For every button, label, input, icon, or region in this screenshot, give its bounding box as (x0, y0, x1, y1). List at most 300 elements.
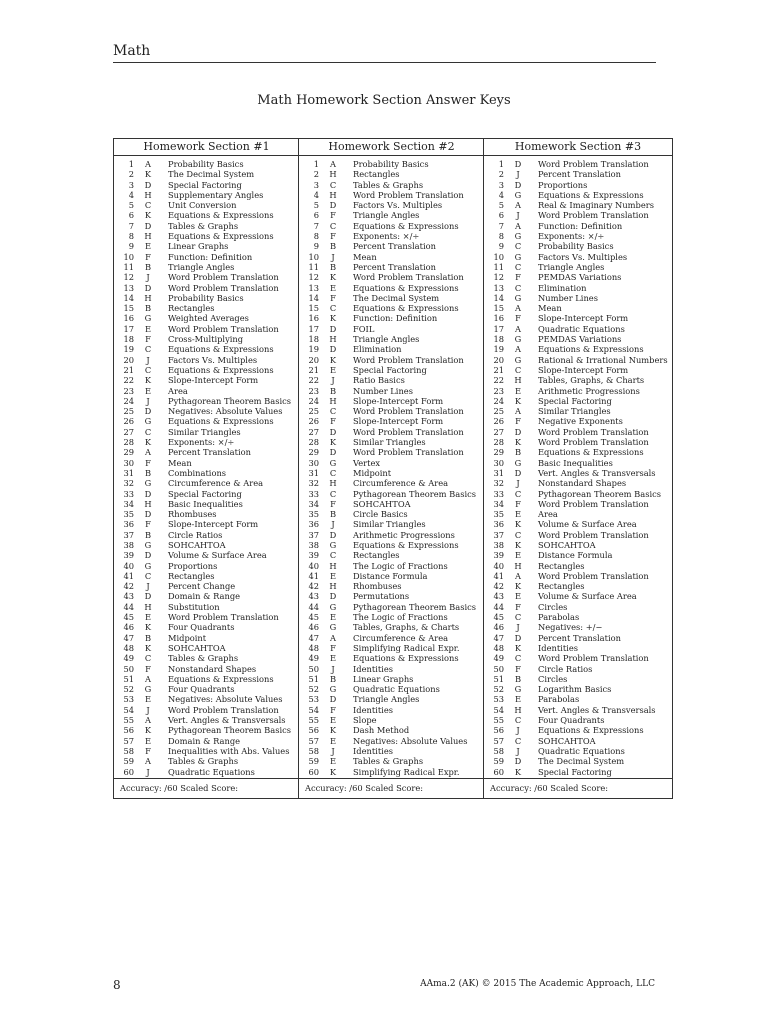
answer-row (484, 334, 672, 344)
answer-letter: K (514, 437, 522, 448)
topic-label: Rectangles (353, 550, 400, 561)
question-number: 35 (308, 509, 319, 520)
topic-label: Nonstandard Shapes (538, 478, 627, 489)
topic-label: Equations & Expressions (538, 725, 644, 736)
answer-letter: G (514, 334, 522, 345)
topic-label: Four Quadrants (168, 622, 235, 633)
answer-row (484, 591, 672, 601)
answer-row (299, 437, 484, 447)
answer-letter: F (330, 498, 336, 509)
answer-row (114, 622, 299, 632)
topic-label: Percent Translation (168, 447, 251, 458)
topic-label: Tables & Graphs (168, 220, 239, 231)
answer-letter: A (145, 756, 151, 767)
question-number: 21 (493, 364, 504, 375)
topic-label: Identities (353, 745, 393, 756)
answer-row (299, 509, 484, 519)
answer-letter: B (144, 467, 152, 478)
answer-letter: E (514, 509, 522, 520)
question-number: 57 (308, 735, 319, 746)
topic-label: Weighted Averages (168, 313, 249, 324)
answer-letter: A (145, 447, 151, 458)
answer-row (114, 643, 299, 653)
question-number: 3 (128, 179, 134, 190)
question-number: 10 (123, 251, 134, 262)
topic-label: The Decimal System (538, 756, 625, 767)
answer-letter: J (146, 354, 150, 365)
question-number: 29 (493, 447, 504, 458)
question-number: 13 (123, 282, 134, 293)
topic-label: SOHCAHTOA (538, 735, 596, 746)
answer-row (484, 519, 672, 529)
answer-letter: E (514, 550, 522, 561)
topic-label: Special Factoring (538, 395, 612, 406)
question-number: 24 (123, 395, 134, 406)
answer-letter: C (514, 735, 522, 746)
question-number: 4 (313, 189, 319, 200)
answer-letter: J (331, 251, 335, 262)
answer-letter: K (514, 581, 522, 592)
answer-row (114, 210, 299, 220)
question-number: 20 (308, 354, 319, 365)
topic-label: Area (538, 509, 558, 520)
answer-letter: F (330, 416, 336, 427)
answer-row (299, 386, 484, 396)
topic-label: Permutations (353, 591, 410, 602)
answer-letter: D (329, 447, 337, 458)
answer-letter: G (514, 354, 522, 365)
answer-letter: G (329, 457, 337, 468)
topic-label: Word Problem Translation (168, 323, 279, 334)
answer-row (299, 736, 484, 746)
question-number: 38 (493, 539, 504, 550)
question-number: 22 (123, 375, 134, 386)
answer-letter: C (514, 653, 522, 664)
question-number: 48 (308, 642, 319, 653)
answer-letter: D (514, 632, 522, 643)
topic-label: Identities (353, 704, 393, 715)
question-number: 5 (313, 200, 319, 211)
question-number: 19 (493, 344, 504, 355)
topic-label: Triangle Angles (168, 261, 235, 272)
answer-letter: D (144, 509, 152, 520)
question-number: 7 (313, 220, 319, 231)
answer-letter: A (145, 715, 151, 726)
answer-letter: C (514, 612, 522, 623)
topic-label: Vert. Angles & Transversals (168, 715, 286, 726)
question-number: 10 (308, 251, 319, 262)
answer-row (484, 684, 672, 694)
answer-letter: C (144, 653, 152, 664)
answer-letter: K (514, 539, 522, 550)
topic-label: Circles (538, 673, 568, 684)
topic-label: Similar Triangles (168, 426, 241, 437)
question-number: 5 (498, 200, 504, 211)
topic-label: PEMDAS Variations (538, 272, 622, 283)
answer-letter: K (144, 375, 152, 386)
answer-letter: D (144, 179, 152, 190)
homework-section-3 (484, 139, 672, 798)
answer-row (299, 705, 484, 715)
question-number: 51 (123, 673, 134, 684)
answer-row (299, 241, 484, 251)
answer-row (484, 437, 672, 447)
question-number: 50 (493, 663, 504, 674)
answer-row (299, 550, 484, 560)
topic-label: Similar Triangles (353, 519, 426, 530)
topic-label: Four Quadrants (168, 684, 235, 695)
answer-row (299, 458, 484, 468)
answer-row (484, 252, 672, 262)
question-number: 9 (313, 241, 319, 252)
question-number: 46 (123, 622, 134, 633)
answer-row (114, 633, 299, 643)
answer-row (114, 458, 299, 468)
topic-label: Word Problem Translation (168, 272, 279, 283)
answer-row (299, 252, 484, 262)
question-number: 35 (493, 509, 504, 520)
question-number: 12 (308, 272, 319, 283)
answer-letter: A (515, 323, 521, 334)
topic-label: Word Problem Translation (538, 159, 649, 169)
answer-letter: B (329, 509, 337, 520)
question-number: 48 (123, 642, 134, 653)
question-number: 37 (308, 529, 319, 540)
question-number: 45 (308, 612, 319, 623)
answer-letter: F (515, 601, 521, 612)
answer-letter: B (329, 261, 337, 272)
topic-label: Slope-Intercept Form (538, 364, 629, 375)
question-number: 42 (123, 581, 134, 592)
answer-letter: C (329, 179, 337, 190)
answer-row (114, 386, 299, 396)
answer-letter: K (144, 437, 152, 448)
answer-row (114, 489, 299, 499)
question-number: 34 (123, 498, 134, 509)
answer-row (299, 190, 484, 200)
topic-label: Slope-Intercept Form (538, 313, 629, 324)
topic-label: Word Problem Translation (538, 210, 649, 221)
topic-label: Circumference & Area (168, 478, 264, 489)
topic-label: Probability Basics (168, 159, 244, 169)
topic-label: Volume & Surface Area (538, 591, 637, 602)
answer-letter: K (329, 354, 337, 365)
question-number: 58 (308, 745, 319, 756)
question-number: 47 (123, 632, 134, 643)
answer-letter: F (330, 704, 336, 715)
question-number: 11 (308, 261, 319, 272)
topic-label: Nonstandard Shapes (168, 663, 257, 674)
answer-row (484, 725, 672, 735)
question-number: 21 (308, 364, 319, 375)
question-number: 17 (308, 323, 319, 334)
answer-row (299, 283, 484, 293)
question-number: 22 (493, 375, 504, 386)
question-number: 27 (493, 426, 504, 437)
answer-row (484, 550, 672, 560)
question-number: 42 (308, 581, 319, 592)
question-number: 46 (493, 622, 504, 633)
topic-label: Pythagorean Theorem Basics (538, 488, 662, 499)
answer-letter: D (329, 591, 337, 602)
answer-letter: A (515, 344, 521, 355)
question-number: 38 (308, 539, 319, 550)
answer-letter: B (144, 261, 152, 272)
topic-label: Slope-Intercept Form (168, 519, 259, 530)
answer-letter: C (144, 426, 152, 437)
answer-row (114, 262, 299, 272)
answer-row (484, 355, 672, 365)
answer-row (484, 715, 672, 725)
question-number: 48 (493, 642, 504, 653)
topic-label: The Decimal System (353, 292, 440, 303)
topic-label: Word Problem Translation (168, 704, 279, 715)
question-number: 23 (493, 385, 504, 396)
answer-letter: B (329, 673, 337, 684)
answer-row (484, 581, 672, 591)
answer-letter: G (144, 539, 152, 550)
topic-label: Rhombuses (353, 581, 402, 592)
question-number: 44 (123, 601, 134, 612)
question-number: 26 (123, 416, 134, 427)
answer-row (484, 756, 672, 766)
topic-label: The Logic of Fractions (353, 560, 448, 571)
answer-letter: C (329, 406, 337, 417)
question-number: 44 (308, 601, 319, 612)
answer-letter: H (144, 292, 152, 303)
answer-letter: D (329, 323, 337, 334)
topic-label: Ratio Basics (353, 375, 405, 386)
topic-label: Percent Translation (538, 632, 621, 643)
answer-letter: D (514, 159, 522, 169)
topic-label: Probability Basics (353, 159, 429, 169)
question-number: 45 (493, 612, 504, 623)
topic-label: Special Factoring (168, 179, 242, 190)
answer-letter: F (515, 272, 521, 283)
answer-row (114, 519, 299, 529)
answer-row (484, 303, 672, 313)
answer-letter: D (144, 406, 152, 417)
question-number: 47 (493, 632, 504, 643)
topic-label: Rectangles (538, 581, 585, 592)
answer-row (299, 530, 484, 540)
answer-letter: E (144, 735, 152, 746)
question-number: 57 (123, 735, 134, 746)
question-number: 36 (123, 519, 134, 530)
topic-label: Tables & Graphs (168, 756, 239, 767)
answer-row (299, 756, 484, 766)
topic-label: Special Factoring (353, 364, 427, 375)
question-number: 52 (123, 684, 134, 695)
topic-label: Area (168, 385, 188, 396)
topic-label: SOHCAHTOA (538, 539, 596, 550)
topic-label: Percent Translation (538, 169, 621, 180)
topic-label: Equations & Expressions (353, 303, 459, 314)
question-number: 40 (308, 560, 319, 571)
answer-row (114, 664, 299, 674)
question-number: 19 (123, 344, 134, 355)
question-number: 1 (128, 159, 134, 169)
question-number: 33 (308, 488, 319, 499)
answer-row (114, 180, 299, 190)
question-number: 51 (493, 673, 504, 684)
homework-section-2 (299, 139, 484, 798)
answer-row (114, 200, 299, 210)
question-number: 43 (493, 591, 504, 602)
answer-row (484, 746, 672, 756)
question-number: 39 (308, 550, 319, 561)
answer-letter: K (144, 169, 152, 180)
answer-row (484, 622, 672, 632)
answer-letter: K (514, 642, 522, 653)
topic-label: Rectangles (538, 560, 585, 571)
accuracy-score-line (114, 778, 299, 798)
answer-row (299, 303, 484, 313)
answer-letter: E (329, 612, 337, 623)
topic-label: Linear Graphs (168, 241, 229, 252)
answer-row (299, 375, 484, 385)
question-number: 59 (308, 756, 319, 767)
question-number: 13 (308, 282, 319, 293)
topic-label: Elimination (353, 344, 402, 355)
topic-label: Logarithm Basics (538, 684, 612, 695)
question-number: 20 (123, 354, 134, 365)
question-number: 50 (308, 663, 319, 674)
answer-row (299, 159, 484, 169)
answer-row (114, 581, 299, 591)
answer-row (299, 643, 484, 653)
question-number: 33 (123, 488, 134, 499)
answer-row (484, 561, 672, 571)
question-number: 11 (123, 261, 134, 272)
topic-label: Pythagorean Theorem Basics (353, 488, 477, 499)
answer-letter: D (144, 220, 152, 231)
topic-label: Circles (538, 601, 568, 612)
topic-label: Volume & Surface Area (538, 519, 637, 530)
question-number: 21 (123, 364, 134, 375)
topic-label: Probability Basics (538, 241, 614, 252)
question-number: 30 (308, 457, 319, 468)
answer-row (299, 406, 484, 416)
answer-row (484, 293, 672, 303)
topic-label: Arithmetic Progressions (353, 529, 455, 540)
answer-letter: B (144, 632, 152, 643)
question-number: 52 (493, 684, 504, 695)
topic-label: Identities (353, 663, 393, 674)
answer-row (484, 375, 672, 385)
answer-letter: F (515, 498, 521, 509)
topic-label: Slope (353, 715, 377, 726)
answer-row (114, 427, 299, 437)
answer-row (484, 664, 672, 674)
topic-label: Percent Change (168, 581, 236, 592)
question-number: 53 (308, 694, 319, 705)
question-number: 57 (493, 735, 504, 746)
answer-row (484, 602, 672, 612)
answer-row (114, 746, 299, 756)
topic-label: Word Problem Translation (353, 354, 464, 365)
answer-letter: J (516, 210, 520, 221)
question-number: 53 (493, 694, 504, 705)
answer-row (114, 396, 299, 406)
topic-label: Equations & Expressions (353, 539, 459, 550)
question-number: 42 (493, 581, 504, 592)
answer-letter: F (145, 251, 151, 262)
answer-row (114, 674, 299, 684)
topic-label: Word Problem Translation (353, 447, 464, 458)
question-number: 3 (498, 179, 504, 190)
question-number: 20 (493, 354, 504, 365)
topic-label: Circumference & Area (353, 478, 449, 489)
answer-letter: D (514, 426, 522, 437)
question-number: 45 (123, 612, 134, 623)
page-title: Math Homework Section Answer Keys (257, 93, 511, 108)
topic-label: Quadratic Equations (538, 323, 625, 334)
topic-label: Rational & Irrational Numbers (538, 354, 668, 365)
answer-letter: H (329, 581, 337, 592)
answer-letter: H (144, 189, 152, 200)
topic-label: Basic Inequalities (168, 498, 243, 509)
answer-row (484, 262, 672, 272)
answer-letter: E (329, 653, 337, 664)
question-number: 3 (313, 179, 319, 190)
topic-label: Factors Vs. Multiples (538, 251, 628, 262)
answer-letter: C (329, 220, 337, 231)
answer-letter: E (144, 612, 152, 623)
answer-letter: G (329, 539, 337, 550)
question-number: 40 (123, 560, 134, 571)
question-number: 39 (493, 550, 504, 561)
answer-row (114, 684, 299, 694)
topic-label: Equations & Expressions (353, 220, 459, 231)
question-number: 12 (123, 272, 134, 283)
topic-label: Equations & Expressions (168, 416, 274, 427)
answer-row (299, 561, 484, 571)
answer-letter: J (516, 169, 520, 180)
question-number: 24 (493, 395, 504, 406)
topic-label: Equations & Expressions (168, 344, 274, 355)
topic-label: Percent Translation (353, 241, 436, 252)
topic-label: Exponents: ×/÷ (353, 231, 420, 242)
answer-row (484, 653, 672, 663)
question-number: 56 (308, 725, 319, 736)
answer-row (484, 231, 672, 241)
question-number: 49 (308, 653, 319, 664)
answer-letter: A (515, 303, 521, 314)
answer-letter: D (514, 179, 522, 190)
question-number: 1 (313, 159, 319, 169)
answer-row (299, 653, 484, 663)
question-number: 54 (308, 704, 319, 715)
answer-letter: C (329, 303, 337, 314)
topic-label: Slope-Intercept Form (353, 395, 444, 406)
topic-label: Tables, Graphs, & Charts (538, 375, 645, 386)
answer-row (114, 272, 299, 282)
topic-label: SOHCAHTOA (168, 642, 226, 653)
answer-row (114, 694, 299, 704)
answer-row (484, 190, 672, 200)
answer-row (484, 324, 672, 334)
answer-row (484, 458, 672, 468)
topic-label: Simplifying Radical Expr. (353, 766, 460, 777)
answer-row (114, 241, 299, 251)
answer-letter: K (144, 622, 152, 633)
question-number: 14 (308, 292, 319, 303)
answer-letter: F (145, 519, 151, 530)
topic-label: Inequalities with Abs. Values (168, 745, 290, 756)
answer-row (484, 396, 672, 406)
answer-key-table (113, 138, 673, 799)
